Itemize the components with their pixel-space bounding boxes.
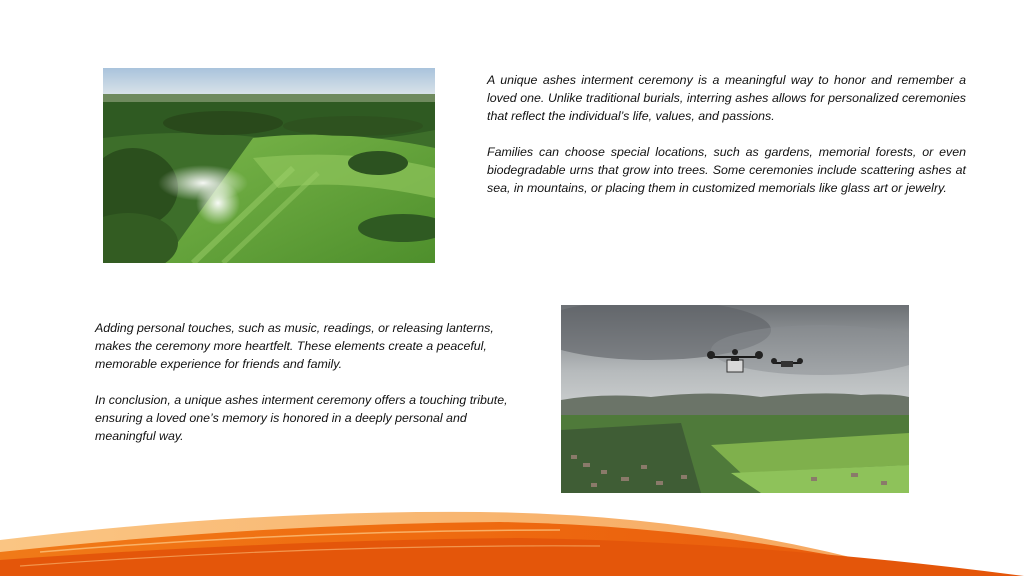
conclusion-paragraph: In conclusion, a unique ashes interment ceremony offers a touching tribute, ensuring a loved one’s memory is honored in a deeply personal and meaningful way. [95,393,508,443]
intro-text-block [487,71,966,197]
drones-valley-image [561,305,909,493]
conclusion-text-block [95,319,517,445]
personal-touches-paragraph: Adding personal touches, such as music, readings, or releasing lanterns, makes the ceremony more heartfelt. These elements create a peaceful, memorable experience for friends and family. [95,321,494,371]
meadow-aerial-photo [103,68,435,263]
meadow-aerial-image [103,68,435,263]
drones-valley-photo [561,305,909,493]
intro-paragraph: A unique ashes interment ceremony is a meaningful way to honor and remember a loved one. Unlike traditional burials, interring ashes allows for personalized ceremonies that reflect the individual’s life, values, and passions. [487,73,966,123]
locations-paragraph: Families can choose special locations, such as gardens, memorial forests, or even biodegradable urns that grow into trees. Some ceremonies include scattering ashes at sea, in mountains, or placing them in customized memorials like glass art or jewelry. [487,145,966,195]
footer-wave-decoration [0,500,1024,576]
